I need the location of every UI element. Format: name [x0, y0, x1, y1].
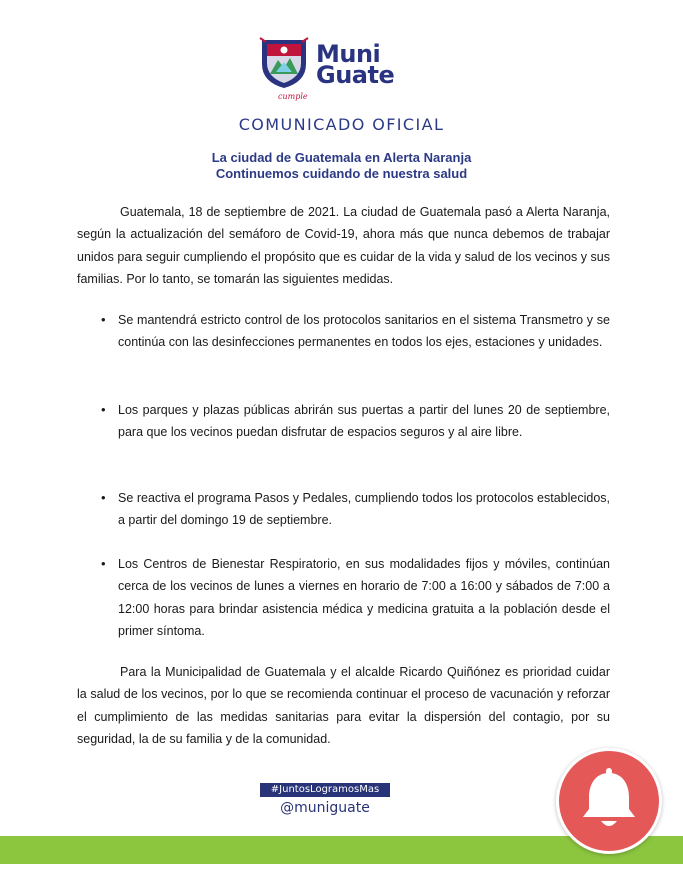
headline-line-2: Continuemos cuidando de nuestra salud	[215, 166, 468, 181]
city-crest-icon	[256, 34, 312, 90]
headline	[0, 150, 683, 182]
logo-word-muni: Muni	[316, 40, 381, 68]
logo-tagline: cumple	[278, 92, 308, 101]
logo-wordmark	[316, 40, 395, 89]
measure-item: • Se mantendrá estricto control de los protocolos sanitarios en el sistema Transmetro y se continúa con las desinfecciones permanentes en todos los ejes, estaciones y unidades.	[118, 309, 610, 354]
logo-word-guate: Guate	[316, 61, 395, 89]
social-handle: @muniguate	[280, 800, 370, 816]
muniguate-logo	[256, 34, 396, 106]
closing-paragraph: Para la Municipalidad de Guatemala y el alcalde Ricardo Quiñónez es prioridad cuidar la salud de los vecinos, por lo que se recomienda continuar el proceso de vacunación y reforzar el cumplimiento de las medidas sanitarias para evitar la dispersión del contagio, por su seguridad, la de su familia y de la comunidad.	[77, 665, 610, 747]
measure-item: • Los parques y plazas públicas abrirán sus puertas a partir del lunes 20 de septiembre, para que los vecinos puedan disfrutar de espacios seguros y al aire libre.	[118, 399, 610, 444]
hashtag-badge: #JuntosLogramosMas	[260, 783, 390, 797]
headline-line-1: La ciudad de Guatemala en Alerta Naranja	[211, 150, 472, 165]
measure-item: • Los Centros de Bienestar Respiratorio, en sus modalidades fijos y móviles, continúan cerca de los vecinos de lunes a viernes en horario de 7:00 a 16:00 y sábados de 7:00 a 12:00 horas para brindar asistencia médica y medicina gratuita a la población desde el primer síntoma.	[118, 553, 610, 643]
intro-paragraph: Guatemala, 18 de septiembre de 2021. La ciudad de Guatemala pasó a Alerta Naranja, según la actualización del semáforo de Covid-19, ahora más que nunca debemos de trabajar unidos para seguir cumpliendo el propósito que es cuidar de la vida y salud de los vecinos y sus familias. Por lo tanto, se tomarán las siguientes medidas.	[77, 205, 610, 287]
measure-item: • Se reactiva el programa Pasos y Pedales, cumpliendo todos los protocolos establecidos, a partir del domingo 19 de septiembre.	[118, 487, 610, 532]
document-type-heading: COMUNICADO OFICIAL	[238, 115, 445, 134]
bell-icon	[575, 765, 643, 837]
notification-button[interactable]	[556, 748, 662, 854]
